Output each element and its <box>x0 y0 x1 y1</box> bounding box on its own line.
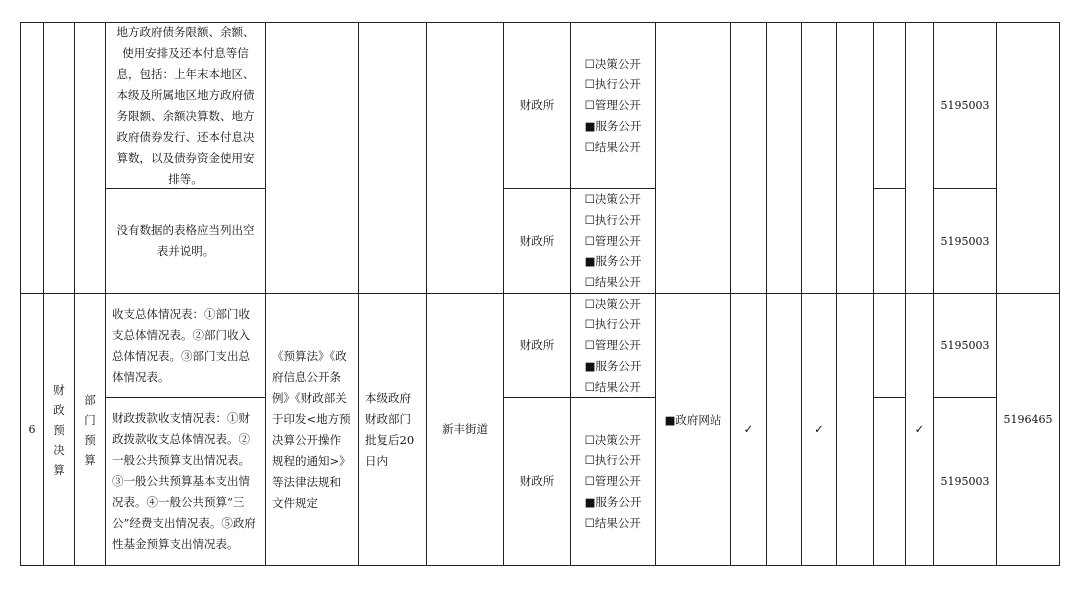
row-6-total-code-cell <box>997 294 1059 544</box>
status-option: ☐执行公开 <box>584 317 641 332</box>
row-6-sub2-content-cell <box>106 398 265 565</box>
row-a-content: 地方政府债务限额、余额、使用安排及还本付息等信息，包括：上年末本地区、本级及所属地区地方政府债务限额、余额决算数、地方政府债券发行、还本付息决算数，以及债券资金使用安排等。 <box>116 24 255 186</box>
row-a-dept: 财政所 <box>519 98 555 112</box>
status-option: ☐决策公开 <box>584 432 641 447</box>
row-6-time-limit: 本级政府财政部门批复后20日内 <box>365 390 415 468</box>
row-6-basis: 《预算法》《政府信息公开条例》《财政部关于印发<地方预决算公开操作规程的通知>》等法律法规和文件规定 <box>272 348 351 510</box>
row-6-check-3-cell <box>906 294 933 565</box>
status-option: ☐管理公开 <box>584 233 641 248</box>
row-6-index-cell <box>21 294 43 565</box>
row-6-subcategory-cell <box>75 294 105 565</box>
row-b-dept-cell <box>504 189 570 293</box>
status-option: ☐管理公开 <box>584 338 641 353</box>
row-a-status-cell <box>571 23 655 188</box>
row-6-sub2-content: 财政拨款收支情况表：①财政拨款收支总体情况表。②一般公共预算支出情况表。③一般公共预算基本支出情况表。④一般公共预算“三公”经费支出情况表。⑤政府性基金预算支出情况表。 <box>112 411 256 551</box>
status-option: ☐执行公开 <box>584 77 641 92</box>
row-6-index: 6 <box>28 423 36 436</box>
row-a-content-cell <box>106 23 265 188</box>
row-6-sub2-status-cell <box>571 398 655 565</box>
row-6-subcategory: 部门预算 <box>84 392 96 467</box>
row-6-channel: ■政府网站 <box>664 412 722 427</box>
row-6-sub1-code: 5195003 <box>940 339 990 352</box>
status-option: ■服务公开 <box>584 118 642 133</box>
row-6-sub2-status-list <box>585 430 642 534</box>
check-mark-icon: ✓ <box>814 422 824 436</box>
status-option: ☐结果公开 <box>584 139 641 154</box>
status-option: ☐决策公开 <box>584 192 641 206</box>
status-option: ■服务公开 <box>584 494 642 509</box>
status-option: ☐结果公开 <box>584 275 641 290</box>
status-option: ☐管理公开 <box>584 474 641 489</box>
row-6-sub1-dept-cell <box>504 294 570 397</box>
row-6-category-cell <box>44 294 74 565</box>
row-6-check-1-cell <box>731 294 766 565</box>
status-option: ■服务公开 <box>584 358 642 373</box>
row-6-total-code: 5196465 <box>1003 412 1053 426</box>
status-option: ☐执行公开 <box>584 453 641 468</box>
row-b-content: 没有数据的表格应当列出空表并说明。 <box>116 223 255 258</box>
status-option: ☐决策公开 <box>584 56 641 71</box>
row-b-dept: 财政所 <box>519 233 555 248</box>
row-6-subject-cell <box>427 294 503 565</box>
row-a-code-cell <box>934 23 996 188</box>
row-a-status-list <box>585 54 642 158</box>
row-b-code-cell <box>934 189 996 293</box>
row-6-basis-cell <box>266 294 358 565</box>
status-option: ■服务公开 <box>584 254 642 269</box>
row-b-status-cell <box>571 189 655 293</box>
row-6-sub1-content-cell <box>106 294 265 397</box>
row-a-dept-cell <box>504 23 570 188</box>
row-b-content-cell <box>106 189 265 293</box>
row-6-channel-cell <box>656 294 730 546</box>
status-option: ☐执行公开 <box>584 212 641 227</box>
row-6-sub2-code: 5195003 <box>940 475 990 488</box>
check-mark-icon: ✓ <box>743 422 754 436</box>
row-6-sub1-dept: 财政所 <box>519 338 555 352</box>
row-6-category: 财政预决算 <box>53 382 65 477</box>
row-b-status-list <box>585 189 642 293</box>
row-6-sub2-dept-cell <box>504 398 570 565</box>
row-6-sub2-code-cell <box>934 398 996 565</box>
row-b-code: 5195003 <box>940 234 990 248</box>
row-6-check-2-cell <box>802 294 836 565</box>
status-option: ☐管理公开 <box>584 98 641 113</box>
status-option: ☐结果公开 <box>584 515 641 530</box>
row-6-subject: 新丰街道 <box>442 422 488 436</box>
status-option: ☐结果公开 <box>584 379 641 394</box>
row-6-sub1-status-cell <box>571 294 655 397</box>
row-6-sub1-code-cell <box>934 294 996 397</box>
row-6-time-limit-cell <box>359 294 426 565</box>
check-mark-icon: ✓ <box>914 422 925 436</box>
row-6-sub1-content: 收支总体情况表：①部门收支总体情况表。②部门收入总体情况表。③部门支出总体情况表。 <box>112 306 250 384</box>
row-6-sub1-status-list <box>585 294 642 398</box>
row-a-code: 5195003 <box>940 99 990 112</box>
status-option: ☐决策公开 <box>584 296 641 311</box>
row-6-sub2-dept: 财政所 <box>519 474 555 488</box>
